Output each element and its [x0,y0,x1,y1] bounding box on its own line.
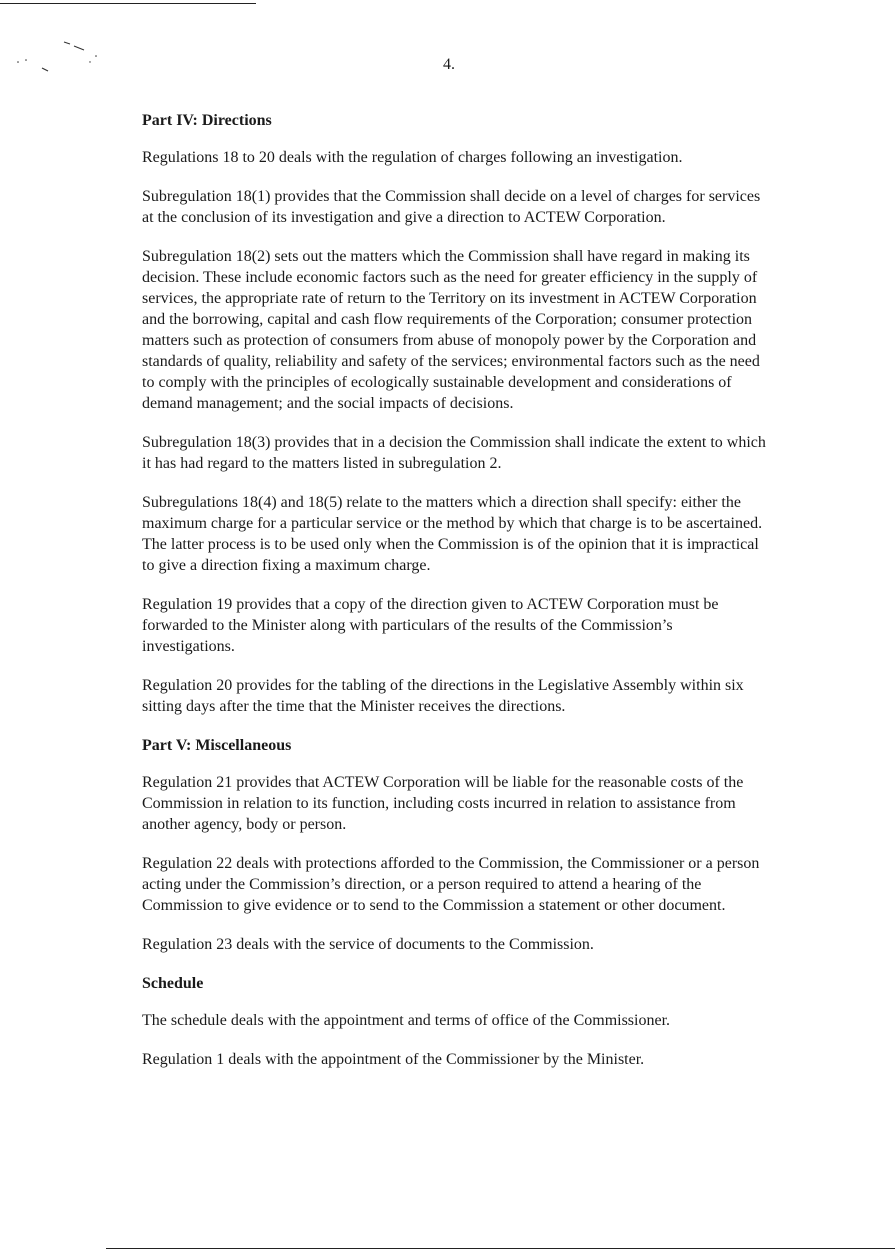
section-schedule [142,973,767,1070]
section-heading: Part IV: Directions [142,112,272,129]
paragraph: Regulations 18 to 20 deals with the regulation of charges following an investigation. [142,149,683,166]
section-part-iv [142,110,767,717]
paragraph: Regulation 22 deals with protections afforded to the Commission, the Commissioner or a person acting under the Commission’s direction, or a person required to attend a hearing of the Commission to give evidence or to send to the Commission a statement or other document. [142,855,760,914]
page-number: 4. [443,56,455,73]
paragraph: Subregulation 18(2) sets out the matters which the Commission shall have regard in making its decision. These include economic factors such as the need for greater efficiency in the supply of services, the appropriate rate of return to the Territory on its investment in ACTEW Corporation and the borrowing, capital and cash flow requirements of the Corporation; consumer protection matters such as protection of consumers from abuse of monopoly power by the Corporation and standards of quality, reliability and safety of the services; environmental factors such as the need to comply with the principles of ecologically sustainable development and considerations of demand management; and the social impacts of decisions. [142,248,760,412]
section-part-v [142,735,767,955]
paragraph: Regulation 1 deals with the appointment of the Commissioner by the Minister. [142,1051,645,1068]
paragraph: Subregulations 18(4) and 18(5) relate to the matters which a direction shall specify: either the maximum charge for a particular service or the method by which that charge is to be ascertained. The latter process is to be used only when the Commission is of the opinion that it is impractical to give a direction fixing a maximum charge. [142,494,763,574]
paragraph: The schedule deals with the appointment and terms of office of the Commissioner. [142,1012,671,1029]
paragraph: Subregulation 18(1) provides that the Commission shall decide on a level of charges for services at the conclusion of its investigation and give a direction to ACTEW Corporation. [142,188,761,226]
section-heading: Schedule [142,975,204,992]
paragraph: Regulation 23 deals with the service of documents to the Commission. [142,936,594,953]
scan-specks [14,38,114,78]
paragraph: Regulation 21 provides that ACTEW Corporation will be liable for the reasonable costs of the Commission in relation to its function, including costs incurred in relation to assistance from another agency, body or person. [142,774,744,833]
paragraph: Subregulation 18(3) provides that in a decision the Commission shall indicate the extent to which it has had regard to the matters listed in subregulation 2. [142,434,766,472]
paragraph: Regulation 19 provides that a copy of the direction given to ACTEW Corporation must be forwarded to the Minister along with particulars of the results of the Commission’s investigations. [142,596,719,655]
paragraph: Regulation 20 provides for the tabling of the directions in the Legislative Assembly within six sitting days after the time that the Minister receives the directions. [142,677,744,715]
bottom-rule [106,1248,895,1249]
top-rule [0,3,256,4]
document-body [142,110,767,1088]
section-heading: Part V: Miscellaneous [142,737,292,754]
